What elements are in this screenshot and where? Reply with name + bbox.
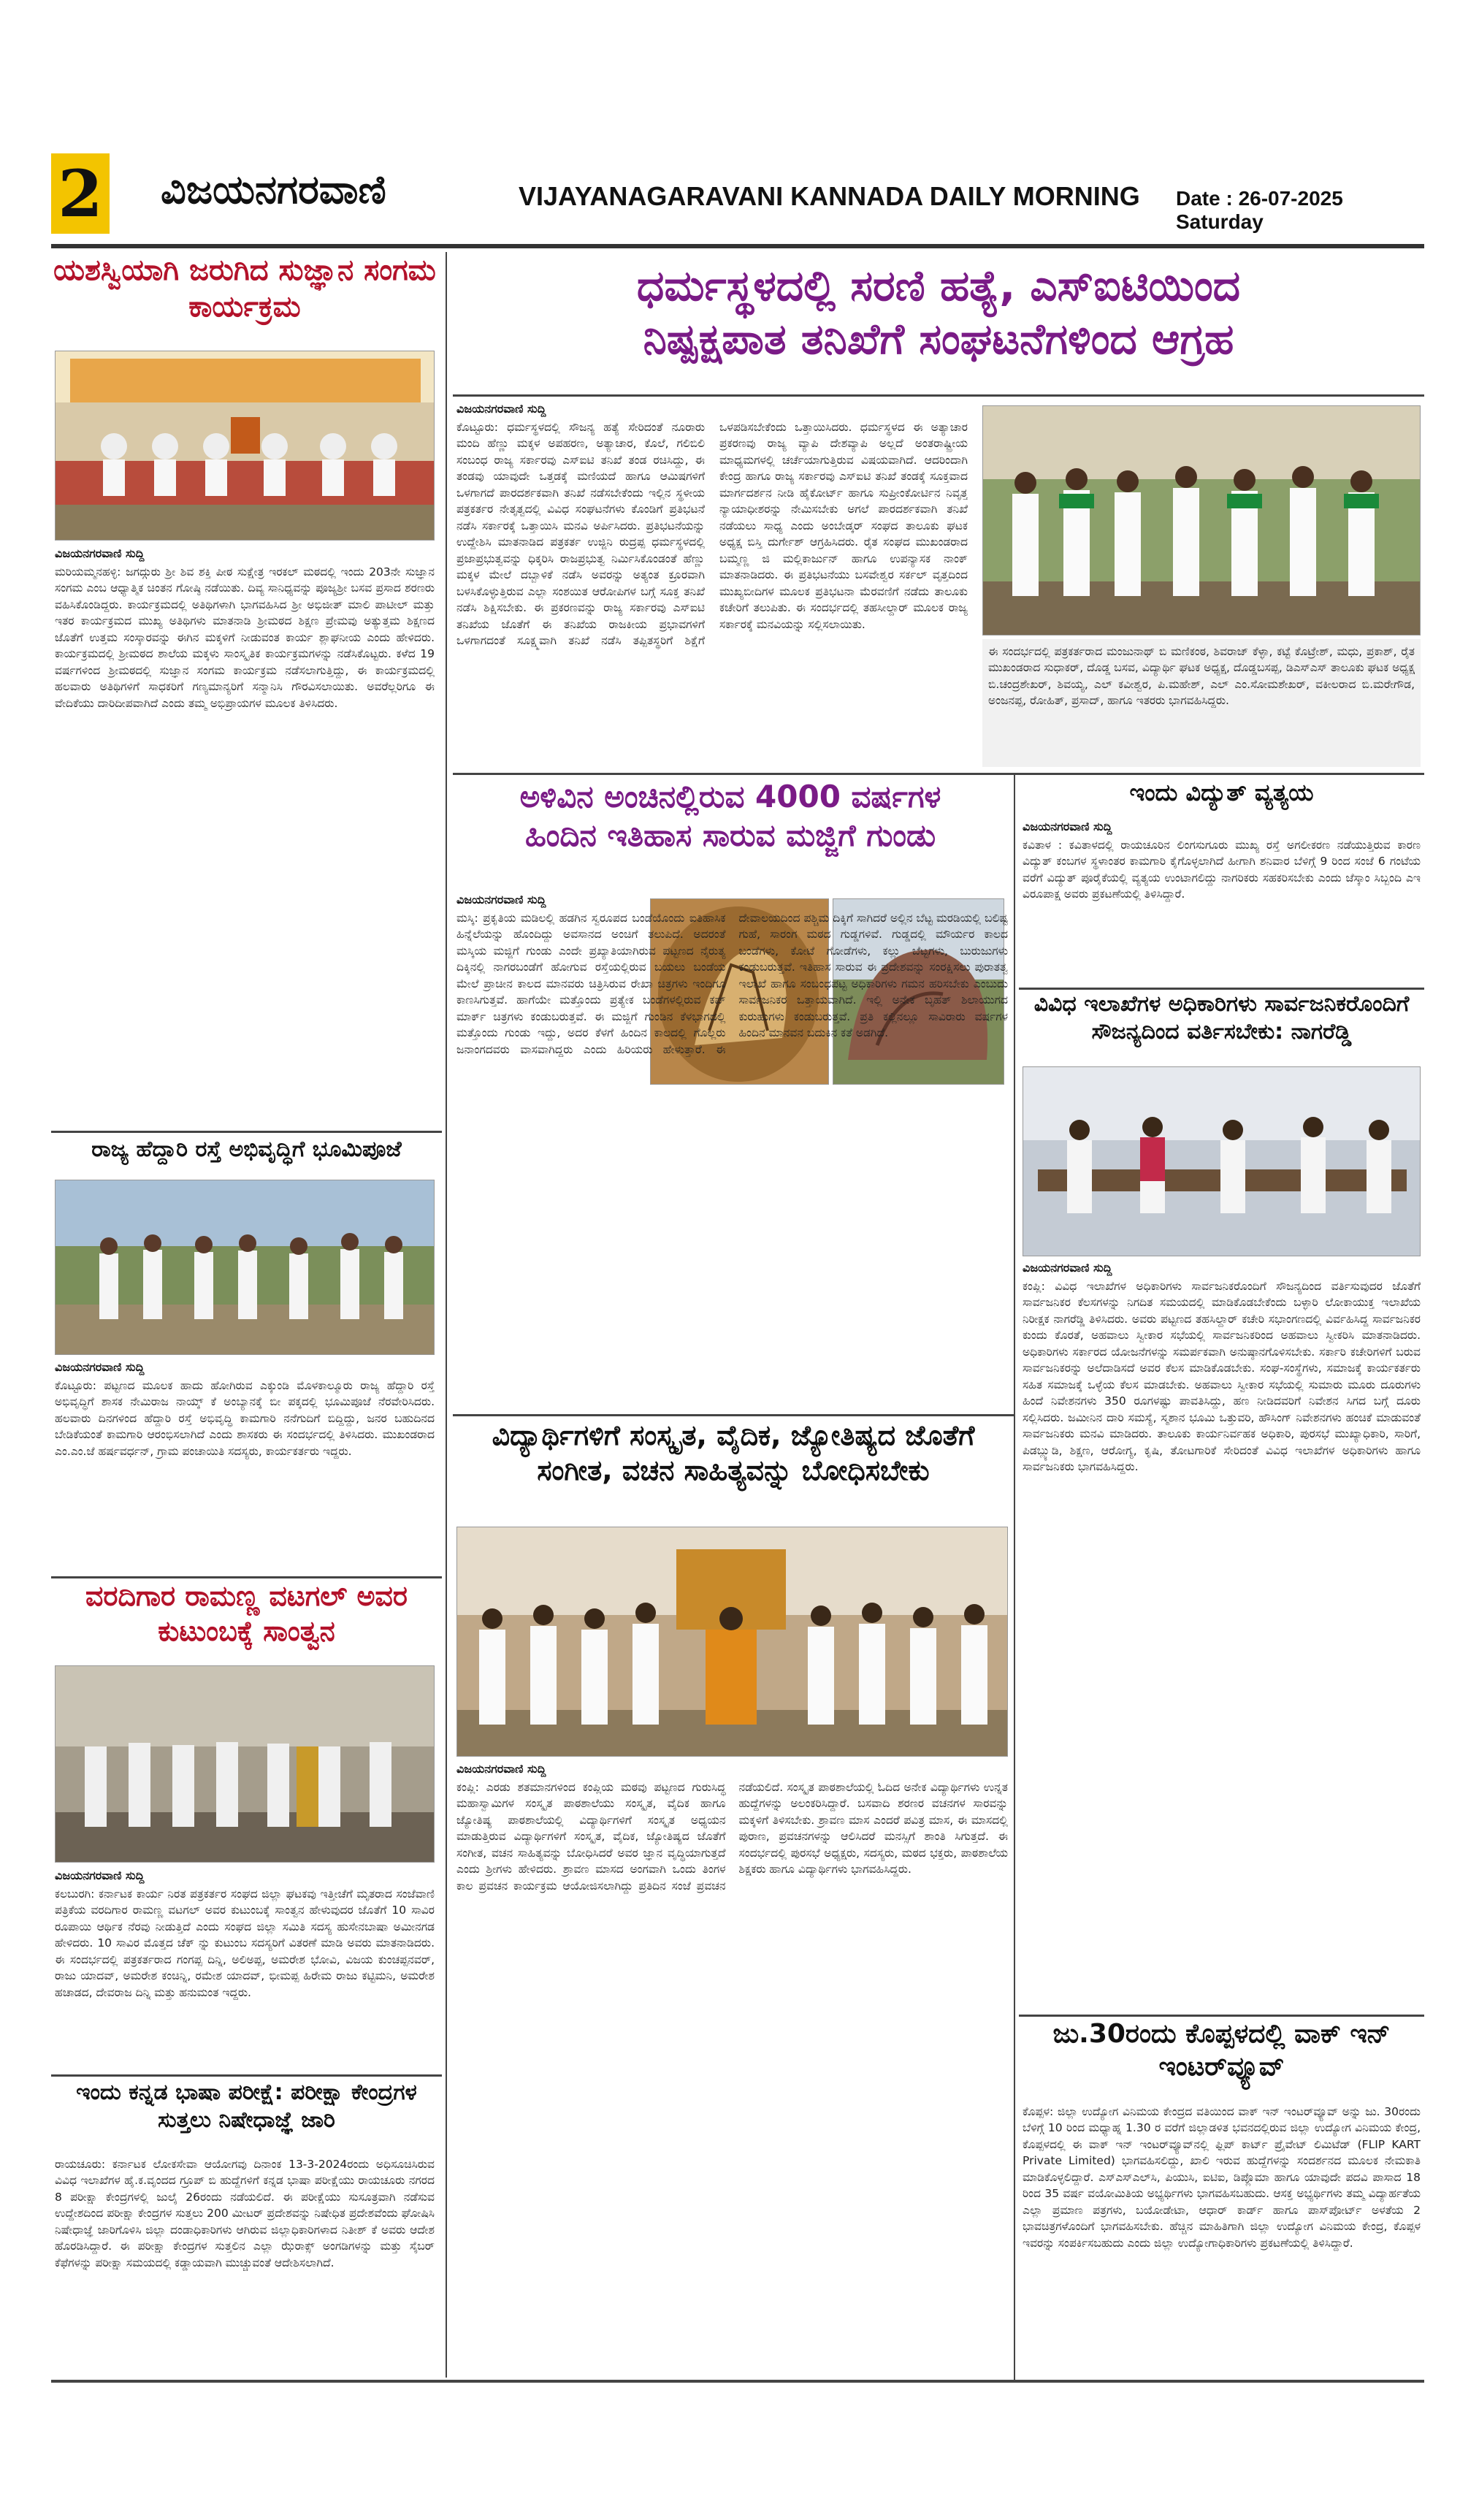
vidyut-byline: ವಿಜಯನಗರವಾಣಿ ಸುದ್ದಿ [1023, 820, 1112, 833]
nagareddy-photo [1023, 1066, 1421, 1256]
divider [51, 1576, 442, 1578]
walkin-headline: ಜು.30ರಂದು ಕೊಪ್ಪಳದಲ್ಲಿ ವಾಕ್ ಇನ್ ಇಂಟರ್‌ವ್ಯೂವ್ [1052, 2019, 1391, 2082]
divider [51, 2074, 442, 2077]
newspaper-title: ವಿಜಯನಗರವಾಣಿ [161, 167, 386, 213]
bottom-rule [51, 2380, 1424, 2383]
lead-headline-line2: ನಿಷ್ಪಕ್ಷಪಾತ ತನಿಖೆಗೆ ಸಂಘಟನೆಗಳಿಂದ ಆಗ್ರಹ [643, 313, 1234, 364]
road-byline: ವಿಜಯನಗರವಾಣಿ ಸುದ್ದಿ [55, 1360, 145, 1374]
kannada-exam-body: ರಾಯಚೂರು: ಕರ್ನಾಟಕ ಲೋಕಸೇವಾ ಆಯೋಗವು ದಿನಾಂಕ 13-3-2024ರಂದು ಅಧಿಸೂಚಿಸಿರುವ ವಿವಿಧ ಇಲಾಖೆಗಳ ಹೈ.ಕ.ವೃಂದದ ಗ್ರೂಪ್ ಬಿ ಹುದ್ದೆಗಳಿಗೆ ಕನ್ನಡ ಭಾಷಾ ಪರೀಕ್ಷೆಯು ರಾಯಚೂರು ನಗರದ 8 ಪರೀಕ್ಷಾ ಕೇಂದ್ರಗಳಲ್ಲಿ ಜುಲೈ 26ರಂದು ನಡೆಯಲಿದೆ. ಈ ಪರೀಕ್ಷೆಯು ಸುಸೂತ್ರವಾಗಿ ನಡೆಸುವ ಉದ್ದೇಶದಿಂದ ಪರೀಕ್ಷಾ ಕೇಂದ್ರಗಳ ಸುತ್ತಲು 200 ಮೀಟರ್ ಪ್ರದೇಶವನ್ನು ನಿಷೇಧಿತ ಪ್ರದೇಶವೆಂದು ಘೋಷಿಸಿ ನಿಷೇಧಾಜ್ಞೆ ಜಾರಿಗೊಳಿಸಿ ಜಿಲ್ಲಾ ದಂಡಾಧಿಕಾರಿಗಳು ಆಗಿರುವ ಜಿಲ್ಲಾಧಿಕಾರಿಗಳಾದ ನಿತೀಶ್ ಕೆ ಅವರು ಆದೇಶ ಹೊರಡಿಸಿದ್ದಾರೆ. ಈ ಪರೀಕ್ಷಾ ಕೇಂದ್ರಗಳ ಸುತ್ತಲಿನ ಎಲ್ಲಾ ಝೆರಾಕ್ಸ್ ಅಂಗಡಿಗಳನ್ನು ಮತ್ತು ಸೈಬರ್ ಕೆಫೆಗಳನ್ನು ಪರೀಕ್ಷಾ ಸಮಯದಲ್ಲಿ ಕಡ್ಡಾಯವಾಗಿ ಮುಚ್ಚುವಂತೆ ಆದೇಶಿಸಲಾಗಿದೆ. [55, 2158, 435, 2269]
samskrita-photo [456, 1527, 1008, 1757]
nagareddy-body: ಕಂಪ್ಲಿ: ವಿವಿಧ ಇಲಾಖೆಗಳ ಅಧಿಕಾರಿಗಳು ಸಾರ್ವಜನಿಕರೊಂದಿಗೆ ಸೌಜನ್ಯದಿಂದ ವರ್ತಿಸುವುದರ ಜೊತೆಗೆ ಸಾರ್ವಜನಿಕರ ಕೆಲಸಗಳನ್ನು ನಿಗದಿತ ಸಮಯದಲ್ಲಿ ಮಾಡಿಕೊಡಬೇಕೆಂದು ಬಳ್ಳಾರಿ ಲೋಕಾಯುಕ್ತ ಇಲಾಖೆಯ ನಿರೀಕ್ಷಕ ನಾಗರೆಡ್ಡಿ ತಿಳಿಸಿದರು. ಅವರು ಪಟ್ಟಣದ ತಹಸಿಲ್ದಾರ್ ಕಚೇರಿ ಸಭಾಂಗಣದಲ್ಲಿ ವಿರ್ವಹಿಸಿದ್ದ ಸಾರ್ವಜನಿಕರ ಕುಂದು ಕೊರತೆ, ಅಹವಾಲು ಸ್ವೀಕಾರ ಸಭೆಯಲ್ಲಿ ಸಾರ್ವಜನಿಕರಿಂದ ಅಹವಾಲು ಸ್ವೀಕರಿಸಿ ಮಾತನಾಡಿದರು. ಅಧಿಕಾರಿಗಳು ಸರ್ಕಾರದ ಯೋಜನೆಗಳನ್ನು ಸಮರ್ಪಕವಾಗಿ ಅನುಷ್ಠಾನಗೊಳಿಸಬೇಕು. ಸರ್ಕಾರಿ ಕಚೇರಿಗಳಿಗೆ ಬರುವ ಸಾರ್ವಜನಿಕರನ್ನು ಅಲೆದಾಡಿಸದೆ ಅವರ ಕೆಲಸ ಮಾಡಿಕೊಡಬೇಕು. ಸಂಘ-ಸಂಸ್ಥೆಗಳು, ಸಮಾಜಕ್ಕೆ ಕಾರ್ಯಕರ್ತರು ಸಹಿತ ಸಮಾಜಕ್ಕೆ ಒಳ್ಳೆಯ ಕೆಲಸ ಮಾಡಬೇಕು. ಅಹವಾಲು ಸ್ವೀಕಾರ ಸಭೆಯಲ್ಲಿ ಸುಮಾರು ಮೂರು ದೂರುಗಳು ಹಿಂದೆ ನಿವೇಶನಗಳು 350 ರೂಗಳಷ್ಟು ಪಾವತಿಸಿದ್ದು, ಹಣ ನೀಡಿದವರಿಗೆ ನಿವೇಶನ ಸಿಗದ ಬಗ್ಗೆ ದೂರು ಸಲ್ಲಿಸಿದರು. ಜಮೀನಿನ ದಾರಿ ಸಮಸ್ಯೆ, ಸ್ಮಶಾನ ಭೂಮಿ ಒತ್ತುವರಿ, ಹೌಸಿಂಗ್ ನಿವೇಶನಗಳು ಹಂಚಿಕೆ ಮಾಡುವಂತೆ ಸಾರ್ವಜನಿಕರು ಮನವಿ ಮಾಡಿದರು. ತಾಲೂಕು ಕಾರ್ಯನಿರ್ವಹಕ ಅಧಿಕಾರಿ, ಪುರಸಭೆ ಮುಖ್ಯಾಧಿಕಾರಿ, ಸಾರಿಗೆ, ಪಿಡಬ್ಲ್ಯುಡಿ, ಶಿಕ್ಷಣ, ಆರೋಗ್ಯ, ಕೃಷಿ, ತೋಟಗಾರಿಕೆ ಸೇರಿದಂತೆ ವಿವಿಧ ಇಲಾಖೆಗಳ ಅಧಿಕಾರಿಗಳು ಹಾಗೂ ಸಾರ್ವಜನಿಕರು ಭಾಗವಹಿಸಿದ್ದರು. [1023, 1280, 1421, 1474]
page-number: 2 [51, 153, 110, 234]
vidyut-headline: ಇಂದು ವಿದ್ಯುತ್ ವ್ಯತ್ಯಯ [1129, 779, 1314, 806]
samskrita-headline-line2: ಸಂಗೀತ, ವಚನ ಸಾಹಿತ್ಯವನ್ನು ಬೋಧಿಸಬೇಕು [537, 1454, 930, 1486]
lead-photo [982, 405, 1421, 635]
varadigara-byline: ವಿಜಯನಗರವಾಣಿ ಸುದ್ದಿ [55, 1868, 145, 1882]
samskrita-body: ಕಂಪ್ಲಿ: ಎರಡು ಶತಮಾನಗಳಿಂದ ಕಂಪ್ಲಿಯ ಮಠವು ಪಟ್ಟಣದ ಗುರುಸಿದ್ಧ ಮಹಾಸ್ವಾಮಿಗಳ ಸಂಸ್ಕೃತ ಪಾಠಶಾಲೆಯು ಸಂಸ್ಕೃತ, ವೈದಿಕ ಹಾಗೂ ಜ್ಯೋತಿಷ್ಯ ಪಾಠಶಾಲೆಯಲ್ಲಿ ವಿದ್ಯಾರ್ಥಿಗಳಿಗೆ ಸಂಸ್ಕೃತ ಅಧ್ಯಯನ ಮಾಡುತ್ತಿರುವ ವಿದ್ಯಾರ್ಥಿಗಳಿಗೆ ಸಂಸ್ಕೃತ, ವೈದಿಕ, ಜ್ಯೋತಿಷ್ಯದ ಜೊತೆಗೆ ಸಂಗೀತ, ವಚನ ಸಾಹಿತ್ಯವನ್ನು ಬೋಧಿಸಿದರೆ ಅವರ ಜ್ಞಾನ ವೃದ್ಧಿಯಾಗುತ್ತದೆ ಎಂದು ಶ್ರೀಗಳು ಹೇಳಿದರು. ಶ್ರಾವಣ ಮಾಸದ ಅಂಗವಾಗಿ ಒಂದು ತಿಂಗಳ ಕಾಲ ಪ್ರವಚನ ಕಾರ್ಯಕ್ರಮ ಆಯೋಜಿಸಲಾಗಿದ್ದು ಪ್ರತಿದಿನ ಸಂಜೆ ಪ್ರವಚನ ನಡೆಯಲಿದೆ. ಸಂಸ್ಕೃತ ಪಾಠಶಾಲೆಯಲ್ಲಿ ಓದಿದ ಅನೇಕ ವಿದ್ಯಾರ್ಥಿಗಳು ಉನ್ನತ ಹುದ್ದೆಗಳನ್ನು ಅಲಂಕರಿಸಿದ್ದಾರೆ. ಬಸವಾದಿ ಶರಣರ ವಚನಗಳ ಸಾರವನ್ನು ಮಕ್ಕಳಿಗೆ ತಿಳಿಸಬೇಕು. ಶ್ರಾವಣ ಮಾಸ ಎಂದರೆ ಪವಿತ್ರ ಮಾಸ, ಈ ಮಾಸದಲ್ಲಿ ಪುರಾಣ, ಪ್ರವಚನಗಳನ್ನು ಆಲಿಸಿದರೆ ಮನಸ್ಸಿಗೆ ಶಾಂತಿ ಸಿಗುತ್ತದೆ. ಈ ಸಂದರ್ಭದಲ್ಲಿ ಪುರಸಭೆ ಅಧ್ಯಕ್ಷರು, ಸದಸ್ಯರು, ಮಠದ ಭಕ್ತರು, ಪಾಠಶಾಲೆಯ ಶಿಕ್ಷಕರು ಹಾಗೂ ವಿದ್ಯಾರ್ಥಿಗಳು ಭಾಗವಹಿಸಿದ್ದರು. [456, 1781, 1008, 1893]
divider [1019, 2015, 1424, 2017]
lead-byline: ವಿಜಯನಗರವಾಣಿ ಸುದ್ದಿ [456, 402, 546, 416]
divider [51, 1131, 442, 1133]
varadigara-body: ಕಲಬುರಗಿ: ಕರ್ನಾಟಕ ಕಾರ್ಯ ನಿರತ ಪತ್ರಕರ್ತರ ಸಂಘದ ಜಿಲ್ಲಾ ಘಟಕವು ಇತ್ತೀಚೆಗೆ ಮೃತರಾದ ಸಂಜೆವಾಣಿ ಪತ್ರಿಕೆಯ ವರದಿಗಾರ ರಾಮಣ್ಣ ವಟಗಲ್ ಅವರ ಕುಟುಂಬಕ್ಕೆ ಸಾಂತ್ವನ ಹೇಳುವುದರ ಜೊತೆಗೆ 10 ಸಾವಿರ ರೂಪಾಯಿ ಆರ್ಥಿಕ ನೆರವು ನೀಡುತ್ತಿದೆ ಎಂದು ಸಂಘದ ಜಿಲ್ಲಾ ಸಮಿತಿ ಸದಸ್ಯ ಹುಸೇನಬಾಷಾ ಅಮೀನಗಡ ಹೇಳಿದರು. 10 ಸಾವಿರ ಮೊತ್ತದ ಚೆಕ್ ನ್ನು ಕುಟುಂಬ ಸದಸ್ಯರಿಗೆ ವಿತರಣೆ ಮಾಡಿ ಅವರು ಮಾತನಾಡಿದರು. ಈ ಸಂದರ್ಭದಲ್ಲಿ ಪತ್ರಕರ್ತರಾದ ಗಂಗಪ್ಪ ದಿನ್ನಿ, ಅಲಿಅಪ್ಪ, ಅಮರೇಶ ಭೋವಿ, ವಿಜಯ ಕುಂಚಪ್ಪನವರ್, ರಾಜು ಯಾದವ್, ಅಮರೇಶ ಕಂಚಿನ್ನಿ, ರಮೇಶ ಯಾದವ್, ಭೀಮಪ್ಪ ಹಿರೇಮ ರಾಜು ಕಟ್ಟಿಮನಿ, ಅಮರೇಶ ಹಚಾಡದ, ದೇವರಾಜ ದಿನ್ನಿ ಮತ್ತು ಹನುಮಂತ ಇದ್ದರು. [55, 1887, 435, 1999]
road-photo [55, 1180, 435, 1355]
mallige-body: ಮಸ್ಕಿ: ಪ್ರಕೃತಿಯ ಮಡಿಲಲ್ಲಿ ಹಡಗಿನ ಸ್ವರೂಪದ ಬಂಡೆಯೊಂದು ಐತಿಹಾಸಿಕ ಹಿನ್ನೆಲೆಯನ್ನು ಹೊಂದಿದ್ದು ಅವಸಾನದ ಅಂಚಿಗೆ ತಲುಪಿದೆ. ಅದರಂತೆ ಮಸ್ಕಿಯ ಮಜ್ಜಿಗೆ ಗುಂಡು ಎಂದೇ ಪ್ರಖ್ಯಾತಿಯಾಗಿರುವ ಪಟ್ಟಣದ ನೈರುತ್ಯ ದಿಕ್ಕಿನಲ್ಲಿ ನಾಗರಬಂಡೆಗೆ ಹೋಗುವ ರಸ್ತೆಯಲ್ಲಿರುವ ಬಯಲು ಬಂಡೆಯ ಮೇಲೆ ಪ್ರಾಚೀನ ಕಾಲದ ಮಾನವರು ಚಿತ್ರಿಸಿರುವ ರೇಖಾ ಚಿತ್ರಗಳು ಇಂದಿಗೂ ಕಾಣಸಿಗುತ್ತವೆ. ಹಾಗೆಯೇ ಮತ್ತೊಂದು ಪ್ರತ್ಯೇಕ ಬಂಡೆಗಳಲ್ಲಿರುವ ಕಪ್ ಮಾರ್ಕ್ ಚಿತ್ರಗಳು ಕಂಡುಬರುತ್ತವೆ. ಈ ಮಜ್ಜಿಗೆ ಗುಂಡಿನ ಕೆಳಭಾಗದಲ್ಲಿ ಮತ್ತೊಂದು ಗುಂಡು ಇದ್ದು, ಅದರ ಕೆಳಗೆ ಹಿಂದಿನ ಕಾಲದಲ್ಲಿ ಗೊಲ್ಲರು ಜನಾಂಗದವರು ವಾಸವಾಗಿದ್ದರು ಎಂದು ಹಿರಿಯರು ಹೇಳುತ್ತಾರೆ. ಈ ದೇವಾಲಯದಿಂದ ಪಶ್ಚಿಮ ದಿಕ್ಕಿಗೆ ಸಾಗಿದರೆ ಅಲ್ಲಿನ ಬೆಟ್ಟ ಮರಡಿಯಲ್ಲಿ ಬಲಿಷ್ಟ ಗುಹೆ, ಸಾರಂಗ ಮಠದ ಗುಡ್ಡಗಳಿವೆ. ಗುಡ್ಡದಲ್ಲಿ ಮೌರ್ಯರ ಕಾಲದ ಬಂಡೆಗಳು, ಕೋಟೆ ಗೋಡೆಗಳು, ಕಲ್ಲು ಬೆಟ್ಟಗಳು, ಬುರುಜುಗಳು ಕಂಡುಬರುತ್ತವೆ. ಇತಿಹಾಸ ಸಾರುವ ಈ ಪ್ರದೇಶವನ್ನು ಸಂರಕ್ಷಿಸಲು ಪುರಾತತ್ವ ಇಲಾಖೆ ಹಾಗೂ ಸಂಬಂಧಪಟ್ಟ ಅಧಿಕಾರಿಗಳು ಗಮನ ಹರಿಸಬೇಕು ಎಂಬುದು ಸಾರ್ವಜನಿಕರ ಒತ್ತಾಯವಾಗಿದೆ. ಇಲ್ಲಿ ಅನೇಕ ಬೃಹತ್ ಶಿಲಾಯುಗದ ಕುರುಹುಗಳು ಕಂಡುಬರುತ್ತವೆ. ಪ್ರತಿ ಕಲ್ಲಿನಲ್ಲೂ ಸಾವಿರಾರು ವರ್ಷಗಳ ಹಿಂದಿನ ಮಾನವನ ಬದುಕಿನ ಕತೆ ಅಡಗಿದೆ. [456, 912, 1008, 1056]
newspaper-subtitle: VIJAYANAGARAVANI KANNADA DAILY MORNING [519, 181, 1140, 211]
sujnana-headline: ಯಶಸ್ವಿಯಾಗಿ ಜರುಗಿದ ಸುಜ್ಞಾನ ಸಂಗಮ ಕಾರ್ಯಕ್ರಮ [53, 253, 436, 324]
road-body: ಕೊಟ್ಟೂರು: ಪಟ್ಟಣದ ಮೂಲಕ ಹಾದು ಹೋಗಿರುವ ಎಕ್ಕುಂಡಿ ಮೊಳಕಾಲ್ಮೂರು ರಾಜ್ಯ ಹೆದ್ದಾರಿ ರಸ್ತೆ ಅಭಿವೃದ್ಧಿಗೆ ಶಾಸಕ ನೇಮಿರಾಜ ನಾಯ್ಕ್ ಕೆ ಅಂಬ್ಯಾನಕ್ಕೆ ಬೀ ಪಕ್ಕದಲ್ಲಿ ಭೂಮಿಪೂಜೆ ನೆರವೇರಿಸಿದರು. ಹಲವಾರು ದಿನಗಳಿಂದ ಹೆದ್ದಾರಿ ರಸ್ತೆ ಅಭಿವೃದ್ಧಿ ಕಾಮಗಾರಿ ನನೆಗುದಿಗೆ ಬಿದ್ದಿದ್ದು, ಜನರ ಬಹುದಿನದ ಬೇಡಿಕೆಯಂತೆ ಕಾಮಗಾರಿ ಆರಂಭಿಸಲಾಗಿದೆ ಎಂದು ಶಾಸಕರು ಈ ಸಂದರ್ಭದಲ್ಲಿ ತಿಳಿಸಿದರು. ಮುಖಂಡರಾದ ಎಂ.ಎಂ.ಜೆ ಹರ್ಷವರ್ಧನ್, ಗ್ರಾಮ ಪಂಚಾಯಿತಿ ಸದಸ್ಯರು, ಕಾರ್ಯಕರ್ತರು ಇದ್ದರು. [55, 1379, 435, 1458]
samskrita-headline-line1: ವಿದ್ಯಾರ್ಥಿಗಳಿಗೆ ಸಂಸ್ಕೃತ, ವೈದಿಕ, ಜ್ಯೋತಿಷ್ಯದ ಜೊತೆಗೆ [492, 1419, 975, 1451]
lead-photo-caption: ಈ ಸಂದರ್ಭದಲ್ಲಿ ಪತ್ರಕರ್ತರಾದ ಮಂಜುನಾಥ್ ಬಿ ಮಣಿಕಂಠ, ಶಿವರಾಜ್ ಕೆಳ್ಳಾ, ಕಟ್ಟೆ ಕೊಟ್ರೇಶ್, ಮಧು, ಪ್ರಕಾಶ್, ರೈತ ಮುಖಂಡರಾದ ಸುಧಾಕರ್, ದೊಡ್ಡ ಬಸವ, ವಿದ್ಯಾರ್ಥಿ ಘಟಕ ಅಧ್ಯಕ್ಷ, ದೊಡ್ಡಬಸಪ್ಪ, ಡಿಎಸ್‌ಎಸ್ ತಾಲೂಕು ಘಟಕ ಅಧ್ಯಕ್ಷ ಬಿ.ಚಂದ್ರಶೇಖರ್, ಶಿವಯ್ಯ, ಎಲ್ ಕವೀಶ್ವರ, ಪಿ.ಮಹೇಶ್, ಎಲ್ ಎಂ.ಸೋಮಶೇಖರ್, ವಕೀಲರಾದ ಬಿ.ಮರೇಗೌಡ, ಅಂಜನಪ್ಪ, ರೋಹಿತ್, ಪ್ರಸಾದ್, ಹಾಗೂ ಇತರರು ಭಾಗವಹಿಸಿದ್ದರು. [982, 639, 1421, 767]
kannada-exam-headline: ಇಂದು ಕನ್ನಡ ಭಾಷಾ ಪರೀಕ್ಷೆ: ಪರೀಕ್ಷಾ ಕೇಂದ್ರಗಳ ಸುತ್ತಲು ನಿಷೇಧಾಜ್ಞೆ ಜಾರಿ [76, 2080, 417, 2133]
lead-headline-line1: ಧರ್ಮಸ್ಥಳದಲ್ಲಿ ಸರಣಿ ಹತ್ಯೆ, ಎಸ್‌ಐಟಿಯಿಂದ [636, 261, 1241, 310]
mallige-headline-line1: ಅಳಿವಿನ ಅಂಚಿನಲ್ಲಿರುವ 4000 ವರ್ಷಗಳ [519, 779, 941, 814]
divider [453, 394, 1424, 397]
varadigara-headline: ವರದಿಗಾರ ರಾಮಣ್ಣ ವಟಗಲ್ ಅವರ ಕುಟುಂಬಕ್ಕೆ ಸಾಂತ್ವನ [85, 1580, 408, 1647]
nagareddy-headline: ವಿವಿಧ ಇಲಾಖೆಗಳ ಅಧಿಕಾರಿಗಳು ಸಾರ್ವಜನಿಕರೊಂದಿಗೆ ಸೌಜನ್ಯದಿಂದ ವರ್ತಿಸಬೇಕು: ನಾಗರೆಡ್ಡಿ [1033, 991, 1410, 1045]
masthead [51, 146, 1424, 248]
walkin-body: ಕೊಪ್ಪಳ: ಜಿಲ್ಲಾ ಉದ್ಯೋಗ ವಿನಿಮಯ ಕೇಂದ್ರದ ವತಿಯಿಂದ ವಾಕ್ ಇನ್ ಇಂಟರ್‌ವ್ಯೂವ್ ಅನ್ನು ಜು. 30ರಂದು ಬೆಳಿಗ್ಗೆ 10 ರಿಂದ ಮಧ್ಯಾಹ್ನ 1.30 ರ ವರೆಗೆ ಜಿಲ್ಲಾಡಳಿತ ಭವನದಲ್ಲಿರುವ ಜಿಲ್ಲಾ ಉದ್ಯೋಗ ವಿನಿಮಯ ಕೇಂದ್ರ, ಕೊಪ್ಪಳದಲ್ಲಿ ಈ ವಾಕ್ ಇನ್ ಇಂಟರ್‌ವ್ಯೂವ್‌ನಲ್ಲಿ ಫ್ಲಿಪ್ ಕಾರ್ಟ್ ಪ್ರೈವೇಟ್ ಲಿಮಿಟೆಡ್ (FLIP KART Private Limited) ಭಾಗವಹಿಸಲಿದ್ದು, ಖಾಲಿ ಇರುವ ಹುದ್ದೆಗಳನ್ನು ಸಂದರ್ಶನದ ಮೂಲಕ ನೇಮಕಾತಿ ಮಾಡಿಕೊಳ್ಳಲಿದ್ದಾರೆ. ಎಸ್‌ಎಸ್‌ಎಲ್‌ಸಿ, ಪಿಯುಸಿ, ಐಟಿಐ, ಡಿಪ್ಲೊಮಾ ಹಾಗೂ ಯಾವುದೇ ಪದವಿ ಪಾಸಾದ 18 ರಿಂದ 35 ವರ್ಷ ವಯೋಮಿತಿಯ ಅಭ್ಯರ್ಥಿಗಳು ಭಾಗವಹಿಸಬಹುದು. ಆಸಕ್ತ ಅಭ್ಯರ್ಥಿಗಳು ತಮ್ಮ ವಿದ್ಯಾರ್ಹತೆಯ ಎಲ್ಲಾ ಪ್ರಮಾಣ ಪತ್ರಗಳು, ಬಯೋಡೇಟಾ, ಆಧಾರ್ ಕಾರ್ಡ್ ಹಾಗೂ ಪಾಸ್‌ಪೋರ್ಟ್ ಅಳತೆಯ 2 ಭಾವಚಿತ್ರಗಳೊಂದಿಗೆ ಭಾಗವಹಿಸಬೇಕು. ಹೆಚ್ಚಿನ ಮಾಹಿತಿಗಾಗಿ ಜಿಲ್ಲಾ ಉದ್ಯೋಗ ವಿನಿಮಯ ಕೇಂದ್ರ, ಕೊಪ್ಪಳ ಇವರನ್ನು ಸಂಪರ್ಕಿಸಬಹುದು ಎಂದು ಜಿಲ್ಲಾ ಉದ್ಯೋಗಾಧಿಕಾರಿಗಳು ಪ್ರಕಟಣೆಯಲ್ಲಿ ತಿಳಿಸಿದ್ದಾರೆ. [1023, 2105, 1421, 2250]
column-divider [1014, 773, 1015, 2380]
nagareddy-byline: ವಿಜಯನಗರವಾಣಿ ಸುದ್ದಿ [1023, 1261, 1112, 1275]
mallige-headline [453, 778, 1008, 887]
divider [1019, 988, 1424, 990]
road-headline: ರಾಜ್ಯ ಹೆದ್ದಾರಿ ರಸ್ತೆ ಅಭಿವೃದ್ಧಿಗೆ ಭೂಮಿಪೂಜೆ [91, 1137, 402, 1162]
mallige-headline-line2: ಹಿಂದಿನ ಇತಿಹಾಸ ಸಾರುವ ಮಜ್ಜಿಗೆ ಗುಂಡು [524, 817, 936, 853]
lead-body: ಕೊಟ್ಟೂರು: ಧರ್ಮಸ್ಥಳದಲ್ಲಿ ಸೌಜನ್ಯ ಹತ್ಯೆ ಸೇರಿದಂತೆ ನೂರಾರು ಮಂದಿ ಹೆಣ್ಣು ಮಕ್ಕಳ ಅಪಹರಣ, ಅತ್ಯಾಚಾರ, ಕೊಲೆ, ಗಲಿಬಿಲಿ ಸಂಬಂಧ ರಾಜ್ಯ ಸರ್ಕಾರವು ಎಸ್‌ಐಟಿ ತನಿಖೆ ತಂಡ ರಚಿಸಿದ್ದು, ಈ ತಂಡವು ಯಾವುದೇ ಒತ್ತಡಕ್ಕೆ ಮಣಿಯದೆ ಹಾಗೂ ಆಮಿಷಗಳಿಗೆ ಒಳಗಾಗದೆ ಪಾರದರ್ಶಕವಾಗಿ ತನಿಖೆ ನಡೆಸಬೇಕೆಂದು ಇಲ್ಲಿನ ಸ್ಥಳೀಯ ಪತ್ರಕರ್ತರ ನೇತೃತ್ವದಲ್ಲಿ ವಿವಿಧ ಸಂಘಟನೆಗಳು ಕೊಂಡಿಗೆ ಪ್ರತಿಭಟನೆ ನಡೆಸಿ ಸರ್ಕಾರಕ್ಕೆ ಒತ್ತಾಯಿಸಿ ಮನವಿ ಅರ್ಪಿಸಿದರು. ಪ್ರತಿಭಟನೆಯನ್ನು ಉದ್ದೇಶಿಸಿ ಮಾತನಾಡಿದ ಪತ್ರಕರ್ತ ಉಜ್ಜಿನಿ ರುದ್ರಪ್ಪ ಧರ್ಮಸ್ಥಳದಲ್ಲಿ ಪ್ರಜಾಪ್ರಭುತ್ವವನ್ನು ಧಿಕ್ಕರಿಸಿ ರಾಜಪ್ರಭುತ್ವ ನಿರ್ಮಿಸಿಕೊಂಡಂತೆ ಹೆಣ್ಣು ಮಕ್ಕಳ ಮೇಲೆ ದಬ್ಬಾಳಿಕೆ ನಡೆಸಿ ಅವರನ್ನು ಅತ್ಯಂತ ಕ್ರೂರವಾಗಿ ಬಳಸಿಕೊಳ್ಳುತ್ತಿರುವ ಎಲ್ಲಾ ಸಂಶಯಿತ ಆರೋಪಿಗಳ ಬಗ್ಗೆ ಸೂಕ್ತ ತನಿಖೆ ನಡೆಸಿ ಶಿಕ್ಷಿಸಬೇಕು. ಈ ಪ್ರಕರಣವನ್ನು ರಾಜ್ಯ ಸರ್ಕಾರವು ಎಸ್‌ಐಟಿ ತನಿಖೆಯ ಜೊತೆಗೆ ಈ ತನಿಖೆಯ ರಾಜಕೀಯ ಪ್ರಭಾವಗಳಿಗೆ ಒಳಗಾಗದಂತೆ ಸೂಕ್ಷ್ಮವಾಗಿ ತನಿಖೆ ನಡೆಸಿ ತಪ್ಪಿತಸ್ಥರಿಗೆ ಶಿಕ್ಷೆಗೆ ಒಳಪಡಿಸಬೇಕೆಂದು ಒತ್ತಾಯಿಸಿದರು. ಧರ್ಮಸ್ಥಳದ ಈ ಅತ್ಯಾಚಾರ ಪ್ರಕರಣವು ರಾಜ್ಯ ವ್ಯಾಪಿ ದೇಶವ್ಯಾಪಿ ಅಲ್ಲದೆ ಅಂತರಾಷ್ಟ್ರೀಯ ಮಾಧ್ಯಮಗಳಲ್ಲಿ ಚರ್ಚೆಯಾಗುತ್ತಿರುವ ವಿಷಯವಾಗಿದೆ. ಆದರಿಂದಾಗಿ ಕೇಂದ್ರ ಹಾಗೂ ರಾಜ್ಯ ಸರ್ಕಾರವು ಎಸ್‌ಐಟಿ ತನಿಖೆ ತಂಡಕ್ಕೆ ಸೂಕ್ತವಾದ ಮಾರ್ಗದರ್ಶನ ನೀಡಿ ಹೈಕೋರ್ಟ್ ಹಾಗೂ ಸುಪ್ರೀಂಕೋರ್ಟಿನ ನಿವೃತ್ತ ನ್ಯಾಯಾಧೀಶರನ್ನು ನೇಮಿಸಬೇಕು ಅಗಲೆ ಪಾರದರ್ಶಕವಾಗಿ ತನಿಖೆ ನಡೆಯಲು ಸಾಧ್ಯ ಎಂದು ಅಂಬೇಡ್ಕರ್ ಸಂಘದ ತಾಲೂಕು ಘಟಕ ಅಧ್ಯಕ್ಷ ಬಿಸ್ತಿ ದುರ್ಗೇಶ್ ಆಗ್ರಹಿಸಿದರು. ರೈತ ಸಂಘದ ಮುಖಂಡರಾದ ಬಮ್ಮಣ್ಣ ಜಿ ಮಲ್ಲಿಕಾರ್ಜುನ್ ಹಾಗೂ ಉಪನ್ಯಾಸಕ ನಾಂಕ್ ಮಾತನಾಡಿದರು. ಈ ಪ್ರತಿಭಟನೆಯು ಬಸವೇಶ್ವರ ಸರ್ಕಲ್ ವೃತ್ತದಿಂದ ಮುಖ್ಯಬೀದಿಗಳ ಮೂಲಕ ಪ್ರತಿಭಟನಾ ಮೆರವಣಿಗೆ ನಡೆದು ತಾಲೂಕು ಕಚೇರಿಗೆ ತಲುಪಿತು. ಈ ಸಂದರ್ಭದಲ್ಲಿ ತಹಸೀಲ್ದಾರ್ ಮೂಲಕ ರಾಜ್ಯ ಸರ್ಕಾರಕ್ಕೆ ಮನವಿಯನ್ನು ಸಲ್ಲಿಸಲಾಯಿತು. [456, 421, 968, 648]
varadigara-photo [55, 1665, 435, 1863]
samskrita-byline: ವಿಜಯನಗರವಾಣಿ ಸುದ್ದಿ [456, 1762, 546, 1776]
vidyut-body: ಕವಿತಾಳ : ಕವಿತಾಳದಲ್ಲಿ ರಾಯಚೂರಿನ ಲಿಂಗಸುಗೂರು ಮುಖ್ಯ ರಸ್ತೆ ಅಗಲೀಕರಣ ನಡೆಯುತ್ತಿರುವ ಕಾರಣ ವಿದ್ಯುತ್ ಕಂಬಗಳ ಸ್ಥಳಾಂತರ ಕಾಮಗಾರಿ ಕೈಗೊಳ್ಳಲಾಗಿದೆ ಹೀಗಾಗಿ ಶನಿವಾರ ಬೆಳಿಗ್ಗೆ 9 ರಿಂದ ಸಂಜೆ 6 ಗಂಟೆಯ ವರೆಗೆ ವಿದ್ಯುತ್ ಪೂರೈಕೆಯಲ್ಲಿ ವ್ಯತ್ಯಯ ಉಂಟಾಗಲಿದ್ದು ನಾಗರಿಕರು ಸಹಕರಿಸಬೇಕು ಎಂದು ಜೆಸ್ಕಾಂ ಸಿಬ್ಬಂದಿ ಎಇ ವಿರೂಪಾಕ್ಷ ಅವರು ಪ್ರಕಟಣೆಯಲ್ಲಿ ತಿಳಿಸಿದ್ದಾರೆ. [1023, 839, 1421, 901]
divider [453, 773, 1424, 775]
sujnana-body: ಮರಿಯಮ್ಮನಹಳ್ಳಿ: ಜಗದ್ಗುರು ಶ್ರೀ ಶಿವ ಶಕ್ತಿ ಪೀಠ ಸುಕ್ಷೇತ್ರ ಇರಕಲ್ ಮಠದಲ್ಲಿ ಇಂದು 203ನೇ ಸುಜ್ಞಾನ ಸಂಗಮ ಎಂಬ ಆಧ್ಯಾತ್ಮಿಕ ಚಿಂತನ ಗೋಷ್ಠಿ ನಡೆಯಿತು. ದಿವ್ಯ ಸಾನಿಧ್ಯವನ್ನು ಪೂಜ್ಯಶ್ರೀ ಬಸವ ಪ್ರಸಾದ ಶರಣರು ವಹಿಸಿಕೊಂಡಿದ್ದರು. ಕಾರ್ಯಕ್ರಮದಲ್ಲಿ ಅತಿಥಿಗಳಾಗಿ ಭಾಗವಹಿಸಿದ ಶ್ರೀ ಅಭಿಜೀತ್ ಮಾಲಿ ಪಾಟೀಲ್ ಮತ್ತು ಇತರ ಕಾರ್ಯಕ್ರಮದ ಮುಖ್ಯ ಅತಿಥಿಗಳು ಮಾತನಾಡಿ ಶ್ರೀಮಠದ ಶಿಕ್ಷಣ ಪ್ರೇಮವು ಅತ್ಯುತ್ತಮ ಶಿಕ್ಷಣದ ಜೊತೆಗೆ ಉತ್ತಮ ಸಂಸ್ಕಾರವನ್ನು ಈಗಿನ ಮಕ್ಕಳಿಗೆ ನೀಡುವಂತ ಕಾರ್ಯ ಶ್ಲಾಘನೀಯ ಎಂದು ಹೇಳಿದರು. ಕಾರ್ಯಕ್ರಮದಲ್ಲಿ ಶ್ರೀಮಠದ ಶಾಲೆಯ ಮಕ್ಕಳು ಸಾಂಸ್ಕೃತಿಕ ಕಾರ್ಯಕ್ರಮಗಳನ್ನು ನಡೆಸಿಕೊಟ್ಟರು. ಕಳೆದ 19 ವರ್ಷಗಳಿಂದ ಶ್ರೀಮಠದಲ್ಲಿ ಸುಜ್ಞಾನ ಸಂಗಮ ಕಾರ್ಯಕ್ರಮ ನಡೆಸಲಾಗುತ್ತಿದ್ದು, ಈ ಕಾರ್ಯಕ್ರಮದಲ್ಲಿ ಹಲವಾರು ಅತಿಥಿಗಳಿಗೆ ಸಾಧಕರಿಗೆ ಗಣ್ಯಮಾನ್ಯರಿಗೆ ಸನ್ಮಾನಿಸಿ ಗೌರವಿಸಲಾಯಿತು. ಅವರೆಲ್ಲರಿಗೂ ಈ ವೇದಿಕೆಯು ದಾರಿದೀಪವಾಗಿದೆ ಎಂದು ತಮ್ಮ ಅಭಿಪ್ರಾಯಗಳ ಮೂಲಕ ತಿಳಿಸಿದರು. [55, 565, 435, 710]
lead-headline [453, 259, 1424, 391]
issue-date: Date : 26-07-2025 Saturday [1176, 187, 1343, 233]
divider [453, 1414, 1014, 1416]
samskrita-headline [453, 1419, 1014, 1521]
column-divider [446, 252, 447, 2378]
sujnana-photo [55, 351, 435, 541]
sujnana-byline: ವಿಜಯನಗರವಾಣಿ ಸುದ್ದಿ [55, 546, 145, 560]
mallige-byline: ವಿಜಯನಗರವಾಣಿ ಸುದ್ದಿ [456, 893, 546, 906]
